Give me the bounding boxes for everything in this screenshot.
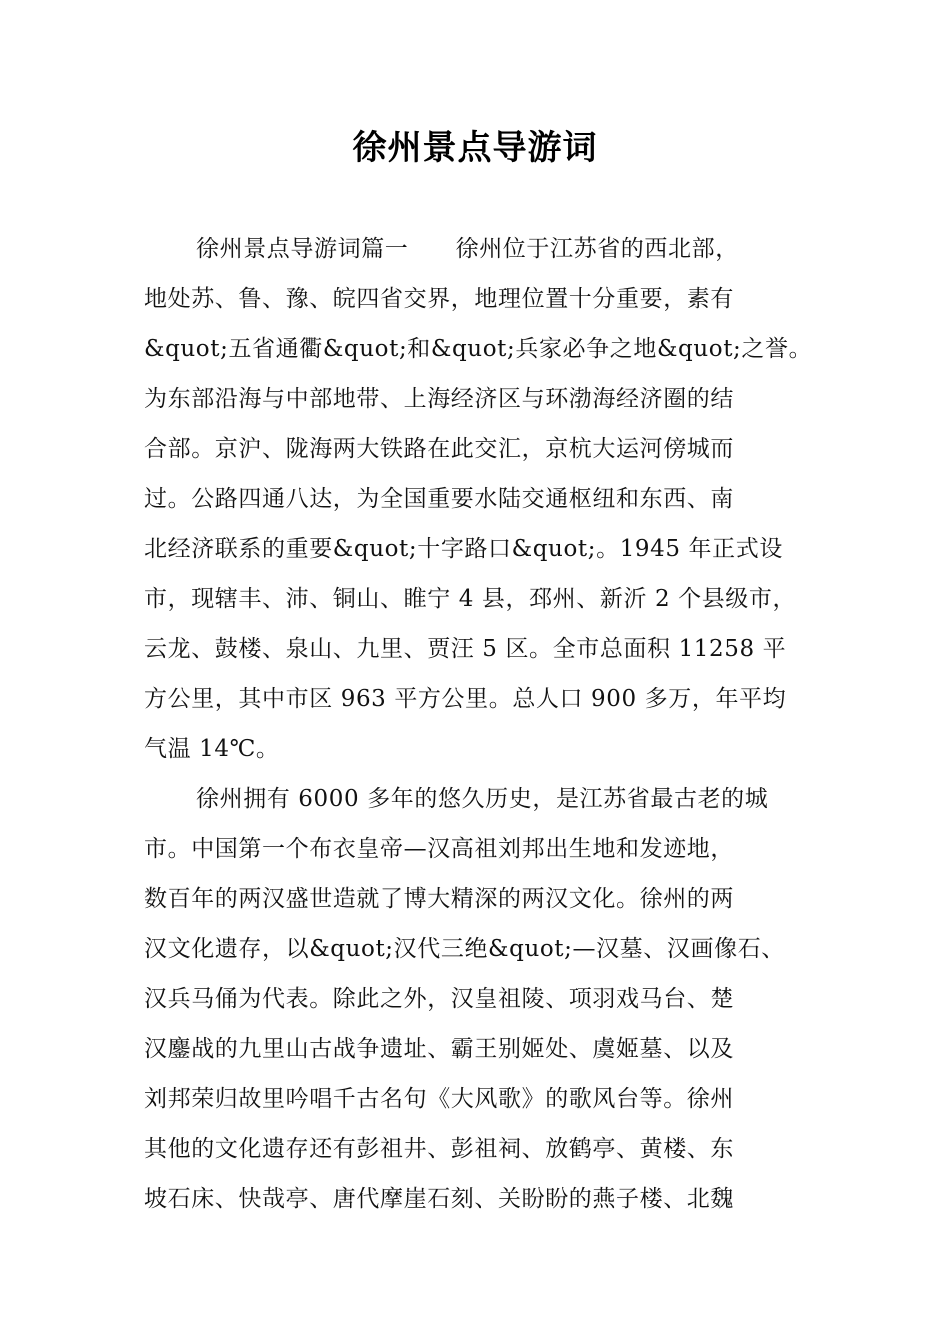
text-line: 方公里，其中市区 963 平方公里。总人口 900 多万，年平均 <box>144 686 787 712</box>
text-line: 刘邦荣归故里吟唱千古名句《大风歌》的歌风台等。徐州 <box>144 1086 734 1112</box>
text-line: 徐州景点导游词篇一 徐州位于江苏省的西北部， <box>196 236 739 262</box>
document-body <box>144 224 834 1224</box>
text-line: 云龙、鼓楼、泉山、九里、贾汪 5 区。全市总面积 11258 平 <box>144 636 787 662</box>
page-title: 徐州景点导游词 <box>352 128 598 168</box>
text-line: 数百年的两汉盛世造就了博大精深的两汉文化。徐州的两 <box>144 886 734 912</box>
text-line: 市。中国第一个布衣皇帝—汉高祖刘邦出生地和发迹地， <box>144 836 734 862</box>
text-line: 气温 14℃。 <box>144 736 280 762</box>
text-line: 地处苏、鲁、豫、皖四省交界，地理位置十分重要，素有 <box>144 286 734 312</box>
text-line: &quot;五省通衢&quot;和&quot;兵家必争之地&quot;之誉。 <box>144 336 813 362</box>
text-line: 北经济联系的重要&quot;十字路口&quot;。1945 年正式设 <box>144 536 783 562</box>
text-line: 汉文化遗存，以&quot;汉代三绝&quot;—汉墓、汉画像石、 <box>144 936 785 962</box>
text-line: 市，现辖丰、沛、铜山、睢宁 4 县，邳州、新沂 2 个县级市， <box>144 586 797 612</box>
text-line: 坡石床、快哉亭、唐代摩崖石刻、关盼盼的燕子楼、北魏 <box>144 1186 734 1212</box>
paragraph-1 <box>144 224 834 774</box>
text-line: 合部。京沪、陇海两大铁路在此交汇，京杭大运河傍城而 <box>144 436 734 462</box>
text-line: 汉兵马俑为代表。除此之外，汉皇祖陵、项羽戏马台、楚 <box>144 986 734 1012</box>
text-line: 过。公路四通八达，为全国重要水陆交通枢纽和东西、南 <box>144 486 734 512</box>
text-line: 徐州拥有 6000 多年的悠久历史，是江苏省最古老的城 <box>196 786 769 812</box>
text-line: 其他的文化遗存还有彭祖井、彭祖祠、放鹤亭、黄楼、东 <box>144 1136 734 1162</box>
paragraph-2 <box>144 774 834 1224</box>
text-line: 为东部沿海与中部地带、上海经济区与环渤海经济圈的结 <box>144 386 734 412</box>
text-line: 汉鏖战的九里山古战争遗址、霸王别姬处、虞姬墓、以及 <box>144 1036 734 1062</box>
